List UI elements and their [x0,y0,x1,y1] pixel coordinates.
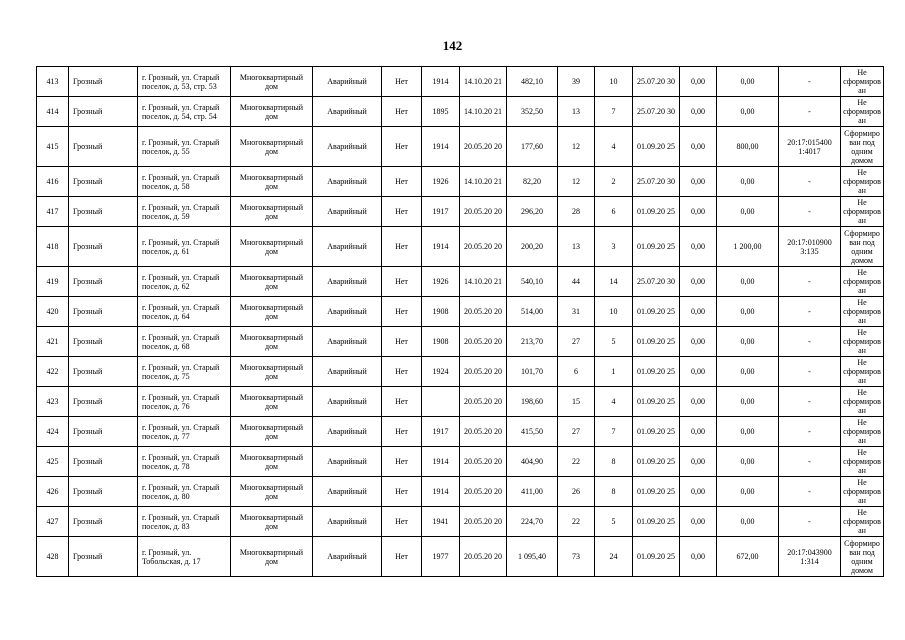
value-2-cell: 0,00 [717,267,779,297]
address-cell: г. Грозный, ул. Старый поселок, д. 62 [138,267,231,297]
area-cell: 415,50 [507,417,558,447]
row-number-cell: 420 [37,297,69,327]
value-2-cell: 0,00 [717,477,779,507]
planned-date-cell: 01.09.20 25 [633,417,680,447]
planned-date-cell: 01.09.20 25 [633,537,680,577]
planned-date-cell: 25.07.20 30 [633,97,680,127]
row-number-cell: 425 [37,447,69,477]
planned-date-cell: 25.07.20 30 [633,267,680,297]
value-1-cell: 0,00 [680,417,717,447]
row-number-cell: 414 [37,97,69,127]
cadastral-number-cell: - [779,267,841,297]
address-cell: г. Грозный, ул. Старый поселок, д. 64 [138,297,231,327]
land-status-cell: Не сформиров ан [841,297,884,327]
year-built-cell: 1914 [422,67,460,97]
city-cell: Грозный [69,167,138,197]
area-cell: 296,20 [507,197,558,227]
city-cell: Грозный [69,507,138,537]
address-cell: г. Грозный, ул. Старый поселок, д. 77 [138,417,231,447]
table-row [37,537,884,577]
year-built-cell [422,387,460,417]
year-built-cell: 1914 [422,447,460,477]
value-2-cell: 0,00 [717,507,779,537]
flag-cell: Нет [382,67,422,97]
flats-cell: 7 [595,417,633,447]
flag-cell: Нет [382,447,422,477]
value-1-cell: 0,00 [680,447,717,477]
building-type-cell: Многоквартирный дом [231,387,313,417]
value-1-cell: 0,00 [680,197,717,227]
cadastral-number-cell: 20:17:015400 1:4017 [779,127,841,167]
building-type-cell: Многоквартирный дом [231,537,313,577]
condition-cell: Аварийный [313,507,382,537]
recognized-date-cell: 20.05.20 20 [460,387,507,417]
condition-cell: Аварийный [313,297,382,327]
building-type-cell: Многоквартирный дом [231,507,313,537]
flats-cell: 4 [595,127,633,167]
flats-cell: 4 [595,387,633,417]
year-built-cell: 1917 [422,197,460,227]
city-cell: Грозный [69,227,138,267]
recognized-date-cell: 20.05.20 20 [460,127,507,167]
address-cell: г. Грозный, ул. Старый поселок, д. 54, стр. 54 [138,97,231,127]
table-row [37,477,884,507]
city-cell: Грозный [69,297,138,327]
value-2-cell: 0,00 [717,67,779,97]
row-number-cell: 416 [37,167,69,197]
flats-cell: 8 [595,477,633,507]
row-number-cell: 413 [37,67,69,97]
building-type-cell: Многоквартирный дом [231,417,313,447]
row-number-cell: 427 [37,507,69,537]
year-built-cell: 1924 [422,357,460,387]
recognized-date-cell: 20.05.20 20 [460,297,507,327]
land-status-cell: Не сформиров ан [841,387,884,417]
flag-cell: Нет [382,387,422,417]
residents-cell: 27 [558,327,595,357]
flats-cell: 8 [595,447,633,477]
planned-date-cell: 25.07.20 30 [633,167,680,197]
recognized-date-cell: 14.10.20 21 [460,67,507,97]
cadastral-number-cell: - [779,67,841,97]
value-2-cell: 672,00 [717,537,779,577]
city-cell: Грозный [69,327,138,357]
cadastral-number-cell: - [779,387,841,417]
recognized-date-cell: 20.05.20 20 [460,447,507,477]
land-status-cell: Не сформиров ан [841,167,884,197]
area-cell: 540,10 [507,267,558,297]
address-cell: г. Грозный, ул. Старый поселок, д. 68 [138,327,231,357]
building-type-cell: Многоквартирный дом [231,477,313,507]
flats-cell: 1 [595,357,633,387]
building-type-cell: Многоквартирный дом [231,167,313,197]
recognized-date-cell: 20.05.20 20 [460,357,507,387]
address-cell: г. Грозный, ул. Старый поселок, д. 53, стр. 53 [138,67,231,97]
recognized-date-cell: 14.10.20 21 [460,97,507,127]
address-cell: г. Грозный, ул. Старый поселок, д. 58 [138,167,231,197]
flag-cell: Нет [382,417,422,447]
value-1-cell: 0,00 [680,537,717,577]
area-cell: 411,00 [507,477,558,507]
page-number: 142 [442,38,463,53]
value-2-cell: 0,00 [717,297,779,327]
year-built-cell: 1917 [422,417,460,447]
table-row [37,387,884,417]
cadastral-number-cell: - [779,447,841,477]
flats-cell: 2 [595,167,633,197]
value-2-cell: 0,00 [717,417,779,447]
land-status-cell: Не сформиров ан [841,327,884,357]
row-number-cell: 421 [37,327,69,357]
value-1-cell: 0,00 [680,267,717,297]
condition-cell: Аварийный [313,327,382,357]
year-built-cell: 1926 [422,267,460,297]
table-row [37,267,884,297]
land-status-cell: Не сформиров ан [841,357,884,387]
planned-date-cell: 01.09.20 25 [633,477,680,507]
planned-date-cell: 01.09.20 25 [633,357,680,387]
planned-date-cell: 01.09.20 25 [633,387,680,417]
area-cell: 352,50 [507,97,558,127]
land-status-cell: Не сформиров ан [841,507,884,537]
city-cell: Грозный [69,417,138,447]
city-cell: Грозный [69,537,138,577]
city-cell: Грозный [69,477,138,507]
flag-cell: Нет [382,297,422,327]
value-1-cell: 0,00 [680,127,717,167]
row-number-cell: 418 [37,227,69,267]
flats-cell: 10 [595,297,633,327]
city-cell: Грозный [69,97,138,127]
residents-cell: 27 [558,417,595,447]
flats-cell: 5 [595,327,633,357]
condition-cell: Аварийный [313,227,382,267]
row-number-cell: 424 [37,417,69,447]
recognized-date-cell: 20.05.20 20 [460,477,507,507]
building-type-cell: Многоквартирный дом [231,197,313,227]
residents-cell: 28 [558,197,595,227]
address-cell: г. Грозный, ул. Старый поселок, д. 78 [138,447,231,477]
value-2-cell: 0,00 [717,197,779,227]
flag-cell: Нет [382,167,422,197]
building-type-cell: Многоквартирный дом [231,227,313,267]
recognized-date-cell: 20.05.20 20 [460,227,507,267]
table-row [37,67,884,97]
flats-cell: 6 [595,197,633,227]
flag-cell: Нет [382,477,422,507]
land-status-cell: Не сформиров ан [841,267,884,297]
registry-body [37,67,884,577]
flag-cell: Нет [382,267,422,297]
year-built-cell: 1908 [422,327,460,357]
value-1-cell: 0,00 [680,297,717,327]
table-row [37,357,884,387]
value-1-cell: 0,00 [680,327,717,357]
building-type-cell: Многоквартирный дом [231,357,313,387]
row-number-cell: 417 [37,197,69,227]
row-number-cell: 422 [37,357,69,387]
flag-cell: Нет [382,127,422,167]
row-number-cell: 426 [37,477,69,507]
flats-cell: 14 [595,267,633,297]
land-status-cell: Не сформиров ан [841,477,884,507]
flag-cell: Нет [382,507,422,537]
value-2-cell: 1 200,00 [717,227,779,267]
value-2-cell: 0,00 [717,357,779,387]
value-2-cell: 0,00 [717,97,779,127]
table-row [37,97,884,127]
condition-cell: Аварийный [313,417,382,447]
flats-cell: 10 [595,67,633,97]
row-number-cell: 428 [37,537,69,577]
condition-cell: Аварийный [313,537,382,577]
year-built-cell: 1908 [422,297,460,327]
land-status-cell: Сформиро ван под одним домом [841,227,884,267]
table-row [37,167,884,197]
planned-date-cell: 01.09.20 25 [633,197,680,227]
residents-cell: 31 [558,297,595,327]
flats-cell: 5 [595,507,633,537]
row-number-cell: 415 [37,127,69,167]
value-1-cell: 0,00 [680,97,717,127]
residents-cell: 44 [558,267,595,297]
cadastral-number-cell: - [779,417,841,447]
housing-registry-table [36,66,884,577]
table-row [37,227,884,267]
flag-cell: Нет [382,227,422,267]
flag-cell: Нет [382,197,422,227]
residents-cell: 73 [558,537,595,577]
row-number-cell: 419 [37,267,69,297]
recognized-date-cell: 20.05.20 20 [460,507,507,537]
address-cell: г. Грозный, ул. Старый поселок, д. 80 [138,477,231,507]
cadastral-number-cell: - [779,477,841,507]
flag-cell: Нет [382,327,422,357]
value-2-cell: 0,00 [717,167,779,197]
planned-date-cell: 01.09.20 25 [633,447,680,477]
address-cell: г. Грозный, ул. Старый поселок, д. 83 [138,507,231,537]
recognized-date-cell: 20.05.20 20 [460,327,507,357]
city-cell: Грозный [69,267,138,297]
value-1-cell: 0,00 [680,167,717,197]
area-cell: 1 095,40 [507,537,558,577]
city-cell: Грозный [69,357,138,387]
building-type-cell: Многоквартирный дом [231,327,313,357]
value-1-cell: 0,00 [680,507,717,537]
city-cell: Грозный [69,67,138,97]
area-cell: 404,90 [507,447,558,477]
recognized-date-cell: 20.05.20 20 [460,537,507,577]
value-1-cell: 0,00 [680,357,717,387]
building-type-cell: Многоквартирный дом [231,67,313,97]
value-2-cell: 0,00 [717,447,779,477]
planned-date-cell: 01.09.20 25 [633,127,680,167]
table-row [37,327,884,357]
city-cell: Грозный [69,387,138,417]
value-1-cell: 0,00 [680,227,717,267]
value-2-cell: 0,00 [717,327,779,357]
cadastral-number-cell: - [779,327,841,357]
residents-cell: 26 [558,477,595,507]
land-status-cell: Не сформиров ан [841,197,884,227]
land-status-cell: Не сформиров ан [841,447,884,477]
address-cell: г. Грозный, ул. Старый поселок, д. 76 [138,387,231,417]
flag-cell: Нет [382,537,422,577]
table-row [37,507,884,537]
cadastral-number-cell: - [779,197,841,227]
condition-cell: Аварийный [313,97,382,127]
flats-cell: 7 [595,97,633,127]
residents-cell: 22 [558,507,595,537]
table-row [37,127,884,167]
planned-date-cell: 01.09.20 25 [633,327,680,357]
value-2-cell: 800,00 [717,127,779,167]
area-cell: 514,00 [507,297,558,327]
value-1-cell: 0,00 [680,387,717,417]
land-status-cell: Не сформиров ан [841,67,884,97]
recognized-date-cell: 14.10.20 21 [460,267,507,297]
year-built-cell: 1895 [422,97,460,127]
building-type-cell: Многоквартирный дом [231,447,313,477]
table-row [37,447,884,477]
flats-cell: 3 [595,227,633,267]
residents-cell: 13 [558,227,595,267]
flag-cell: Нет [382,357,422,387]
city-cell: Грозный [69,197,138,227]
cadastral-number-cell: - [779,357,841,387]
year-built-cell: 1914 [422,477,460,507]
land-status-cell: Сформиро ван под одним домом [841,537,884,577]
area-cell: 213,70 [507,327,558,357]
area-cell: 200,20 [507,227,558,267]
building-type-cell: Многоквартирный дом [231,127,313,167]
cadastral-number-cell: - [779,167,841,197]
condition-cell: Аварийный [313,197,382,227]
value-1-cell: 0,00 [680,67,717,97]
condition-cell: Аварийный [313,127,382,167]
area-cell: 101,70 [507,357,558,387]
residents-cell: 15 [558,387,595,417]
residents-cell: 13 [558,97,595,127]
cadastral-number-cell: - [779,297,841,327]
year-built-cell: 1977 [422,537,460,577]
address-cell: г. Грозный, ул. Старый поселок, д. 55 [138,127,231,167]
condition-cell: Аварийный [313,477,382,507]
year-built-cell: 1926 [422,167,460,197]
value-1-cell: 0,00 [680,477,717,507]
planned-date-cell: 25.07.20 30 [633,67,680,97]
condition-cell: Аварийный [313,447,382,477]
residents-cell: 12 [558,167,595,197]
residents-cell: 39 [558,67,595,97]
condition-cell: Аварийный [313,167,382,197]
building-type-cell: Многоквартирный дом [231,97,313,127]
planned-date-cell: 01.09.20 25 [633,227,680,267]
planned-date-cell: 01.09.20 25 [633,507,680,537]
building-type-cell: Многоквартирный дом [231,267,313,297]
condition-cell: Аварийный [313,387,382,417]
flats-cell: 24 [595,537,633,577]
address-cell: г. Грозный, ул. Старый поселок, д. 61 [138,227,231,267]
cadastral-number-cell: 20:17:043900 1:314 [779,537,841,577]
table-row [37,417,884,447]
city-cell: Грозный [69,447,138,477]
planned-date-cell: 01.09.20 25 [633,297,680,327]
building-type-cell: Многоквартирный дом [231,297,313,327]
table-row [37,197,884,227]
year-built-cell: 1941 [422,507,460,537]
cadastral-number-cell: 20:17:010900 3:135 [779,227,841,267]
address-cell: г. Грозный, ул. Старый поселок, д. 75 [138,357,231,387]
residents-cell: 12 [558,127,595,167]
area-cell: 482,10 [507,67,558,97]
area-cell: 198,60 [507,387,558,417]
city-cell: Грозный [69,127,138,167]
recognized-date-cell: 14.10.20 21 [460,167,507,197]
condition-cell: Аварийный [313,357,382,387]
area-cell: 224,70 [507,507,558,537]
address-cell: г. Грозный, ул. Старый поселок, д. 59 [138,197,231,227]
row-number-cell: 423 [37,387,69,417]
year-built-cell: 1914 [422,227,460,267]
value-2-cell: 0,00 [717,387,779,417]
land-status-cell: Не сформиров ан [841,97,884,127]
land-status-cell: Сформиро ван под одним домом [841,127,884,167]
year-built-cell: 1914 [422,127,460,167]
residents-cell: 22 [558,447,595,477]
residents-cell: 6 [558,357,595,387]
area-cell: 177,60 [507,127,558,167]
area-cell: 82,20 [507,167,558,197]
table-row [37,297,884,327]
cadastral-number-cell: - [779,97,841,127]
cadastral-number-cell: - [779,507,841,537]
condition-cell: Аварийный [313,267,382,297]
address-cell: г. Грозный, ул. Тобольская, д. 17 [138,537,231,577]
flag-cell: Нет [382,97,422,127]
recognized-date-cell: 20.05.20 20 [460,197,507,227]
condition-cell: Аварийный [313,67,382,97]
recognized-date-cell: 20.05.20 20 [460,417,507,447]
land-status-cell: Не сформиров ан [841,417,884,447]
